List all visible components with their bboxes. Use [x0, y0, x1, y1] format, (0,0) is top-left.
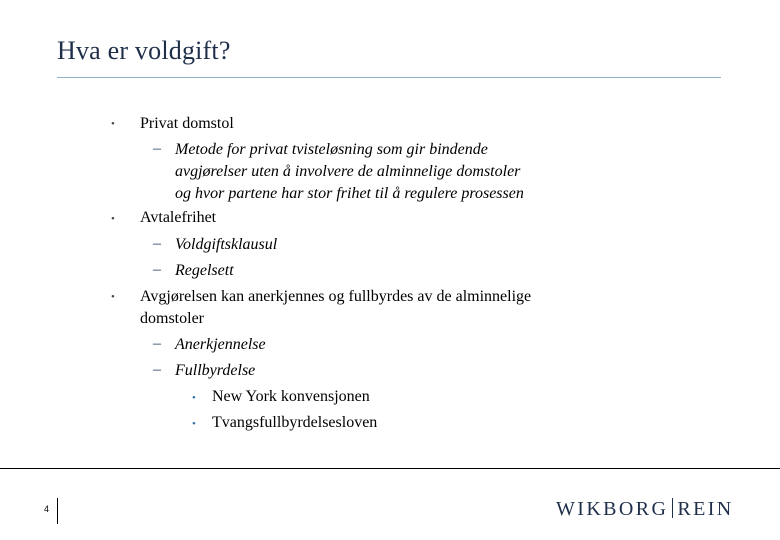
- bullet-avgjorelsen-cont: domstoler: [140, 310, 204, 327]
- dash-marker: –: [153, 261, 161, 278]
- bullet-avgjorelsen: Avgjørelsen kan anerkjennes og fullbyrdes av de alminnelige: [140, 288, 532, 305]
- footer-divider: [0, 468, 780, 469]
- item-new-york-konvensjonen: New York konvensjonen: [212, 388, 370, 405]
- slide-title: Hva er voldgift?: [57, 36, 231, 65]
- bullet-marker: •: [111, 213, 115, 225]
- company-logo: [556, 498, 734, 521]
- page-number: 4: [44, 504, 50, 514]
- bullet-privat-domstol: Privat domstol: [140, 115, 234, 132]
- bullet-marker: •: [192, 418, 196, 430]
- sub-bullet-fullbyrdelse: Fullbyrdelse: [175, 362, 256, 379]
- bullet-marker: •: [111, 291, 115, 303]
- logo-separator: [672, 498, 673, 518]
- item-tvangsfullbyrdelsesloven: Tvangsfullbyrdelsesloven: [212, 414, 378, 431]
- sub-bullet-line: og hvor partene har stor frihet til å regulere prosessen: [175, 185, 524, 202]
- sub-bullet-line: Metode for privat tvisteløsning som gir bindende: [175, 141, 488, 158]
- sub-bullet-regelsett: Regelsett: [175, 262, 234, 279]
- sub-bullet-voldgiftsklausul: Voldgiftsklausul: [175, 236, 278, 253]
- dash-marker: –: [153, 235, 161, 252]
- page-number-divider: [57, 498, 58, 524]
- sub-bullet-anerkjennelse: Anerkjennelse: [175, 336, 266, 353]
- bullet-marker: •: [111, 118, 115, 130]
- logo-right-word: REIN: [677, 498, 734, 520]
- dash-marker: –: [153, 335, 161, 352]
- bullet-marker: •: [192, 392, 196, 404]
- dash-marker: –: [153, 140, 161, 157]
- sub-bullet-line: avgjørelser uten å involvere de alminnelige domstoler: [175, 163, 521, 180]
- bullet-avtalefrihet: Avtalefrihet: [140, 209, 217, 226]
- dash-marker: –: [153, 361, 161, 378]
- logo-left-word: WIKBORG: [556, 498, 669, 520]
